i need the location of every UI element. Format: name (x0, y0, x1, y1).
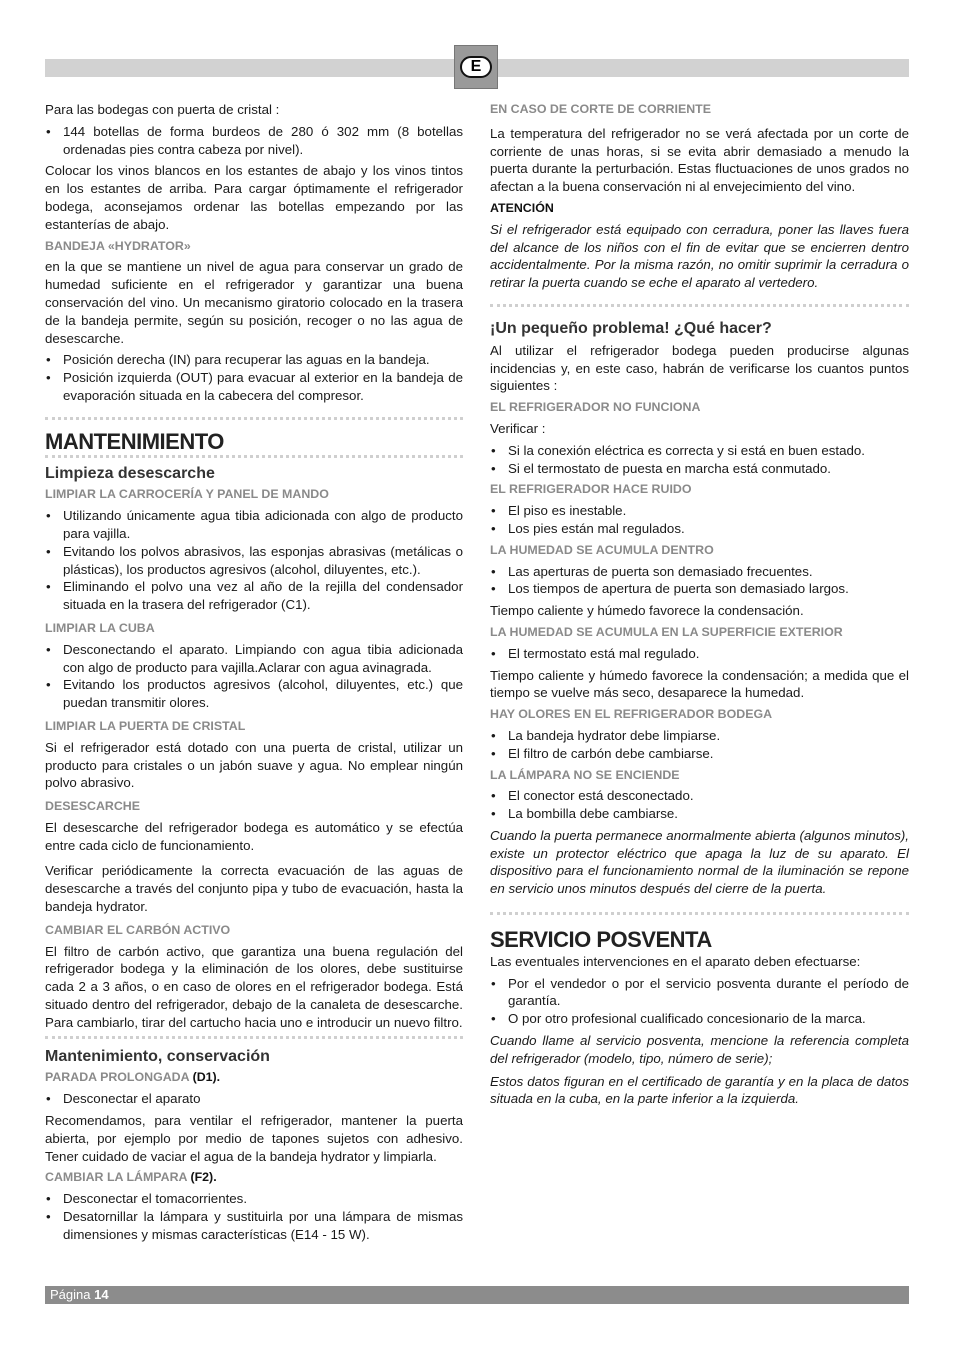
body-cleaning-heading: LIMPIAR LA CARROCERÍA Y PANEL DE MANDO (45, 487, 329, 502)
carbon-heading: CAMBIAR EL CARBÓN ACTIVO (45, 922, 231, 937)
odors-heading: HAY OLORES EN EL REFRIGERADOR BODEGA (490, 707, 773, 722)
service-note-1: Cuando llame al servicio posventa, mencione la referencia completa del refrigerador (modelo, tipo, número de serie); (490, 1033, 909, 1066)
lamp-text: Cuando la puerta permanece anormalmente abierta (algunos minutos), existe un protector eléctrico que apaga la luz de su aparato. El dispositivo para el funcionamiento normal de la iluminación se repone en servicio unos minutos después del cierre de la puerta. (490, 827, 909, 897)
humidity-inside-list (490, 563, 909, 599)
maintenance-heading: MANTENIMIENTO (45, 428, 224, 454)
list-item: • El conector está desconectado. (490, 787, 909, 805)
lamp-list (490, 787, 909, 823)
long-stop-text: Recomendamos, para ventilar el refrigerador, mantener la puerta abierta, por ejemplo por medio de tapones sujetos con adhesivo. Tener cuidado de vaciar el agua de la bandeja hydrator y limpiarla. (45, 1113, 463, 1164)
defrost-text: El desescarche del refrigerador bodega es automático y se efectúa entre cada ciclo de funcionamiento. (45, 819, 463, 853)
humidity-inside-heading: LA HUMEDAD SE ACUMULA DENTRO (490, 542, 714, 557)
warning-heading: ATENCIÓN (490, 200, 554, 215)
hydrator-text: en la que se mantiene un nivel de agua para conservar un grado de humedad suficiente en el refrigerador y garantizar una buena conservación del vino. Un mecanismo giratorio colocado en la trasera de la bandeja permite, según su posición, recoger o no las agua de desescarche. (45, 259, 463, 346)
service-note-2: Estos datos figuran en el certificado de garantía y en la placa de datos situada en la cuba, en la parte inferior a la izquierda. (490, 1073, 909, 1107)
footer-bar (45, 1286, 909, 1304)
defrost-text-2: Verificar periódicamente la correcta evacuación de las aguas de desescarche a través del conjunto pipa y tubo de evacuación, hasta la bandeja hydrator. (45, 863, 463, 915)
intro-text: Para las bodegas con puerta de cristal : (45, 102, 280, 117)
list-item: • Si la conexión eléctrica es correcta y si está en buen estado. (490, 442, 909, 460)
lamp-change-list (45, 1190, 463, 1243)
left-column (45, 101, 463, 1248)
problem-heading: ¡Un pequeño problema! ¿Qué hacer? (490, 319, 772, 337)
tank-cleaning-list (45, 641, 463, 712)
list-item: • Utilizando únicamente agua tibia adicionada con algo de producto para vajilla. (45, 507, 463, 543)
noise-heading: EL REFRIGERADOR HACE RUIDO (490, 482, 692, 497)
long-stop-label: PARADA PROLONGADA (45, 1070, 190, 1085)
power-cut-heading: EN CASO DE CORTE DE CORRIENTE (490, 102, 711, 116)
page-label: Página (50, 1287, 91, 1302)
not-working-list (490, 442, 909, 478)
list-item: • Desconectar el tomacorrientes. (45, 1190, 463, 1208)
long-stop-ref: (D1) (192, 1070, 217, 1085)
list-item: • Desconectar el aparato (45, 1090, 463, 1108)
carbon-text: El filtro de carbón activo, que garantiza una buena regulación del refrigerador bodega y la eliminación de los olores, debe sustituirse cada 2 a 3 años, o en caso de olores en el refrigerador bodega. Está situado dentro del refrigerador, debajo de la canaleta de desescarche. Para cambiarlo, tirar del cartucho hacia uno e introducir un nuevo filtro. (45, 943, 463, 1030)
glass-door-heading: LIMPIAR LA PUERTA DE CRISTAL (45, 718, 246, 733)
language-badge (454, 45, 498, 89)
list-item: • Desatornillar la lámpara y sustituirla por una lámpara de mismas dimensiones y mismas características (E14 - 15 W). (45, 1208, 463, 1244)
right-column (490, 101, 909, 1112)
warning-text: Si el refrigerador está equipado con cerradura, poner las llaves fuera del alcance de los niños con el fin de evitar que se encierren dentro accidentalmente. Por la misma razón, no omitir suprimir la cerradura o retirar la puerta cuando se eche el aparato al vertedero. (490, 221, 909, 291)
list-item: • Si el termostato de puesta en marcha está conmutado. (490, 460, 909, 478)
section-divider (45, 417, 463, 420)
language-label: E (460, 56, 492, 78)
humidity-inside-text: Tiempo caliente y húmedo favorece la condensación. (490, 603, 804, 619)
list-item: • La bandeja hydrator debe limpiarse. (490, 727, 909, 745)
list-item: • 144 botellas de forma burdeos de 280 ó 302 mm (8 botellas ordenadas pies contra cabeza por nivel). (45, 123, 463, 159)
service-heading: SERVICIO POSVENTA (490, 927, 712, 953)
section-divider (45, 455, 463, 458)
list-item: • Los tiempos de apertura de puerta son demasiado largos. (490, 580, 909, 598)
section-divider (490, 912, 909, 915)
body-cleaning-list (45, 507, 463, 614)
hydrator-list (45, 351, 463, 404)
conservation-heading: Mantenimiento, conservación (45, 1047, 270, 1065)
list-item: • La bombilla debe cambiarse. (490, 805, 909, 823)
humidity-outside-text: Tiempo caliente y húmedo favorece la condensación; a medida que el tiempo se vuelve más seco, desaparece la humedad. (490, 667, 909, 701)
list-item: • Evitando los productos agresivos (alcohol, diluyentes, etc.) que puedan transmitir olores. (45, 676, 463, 712)
not-working-text: Verificar : (490, 420, 546, 436)
hydrator-heading: BANDEJA «HYDRATOR» (45, 238, 191, 253)
lamp-change-ref: (F2) (190, 1170, 214, 1185)
long-stop-list (45, 1090, 463, 1108)
list-item: • Desconectando el aparato. Limpiando con agua tibia adicionada con algo de producto para vajilla.Aclarar con agua avinagrada. (45, 641, 463, 677)
list-item: • Posición izquierda (OUT) para evacuar al exterior en la bandeja de evaporación situada en la cabecera del compresor. (45, 369, 463, 405)
intro-list (45, 123, 463, 159)
odors-list (490, 727, 909, 763)
humidity-outside-heading: LA HUMEDAD SE ACUMULA EN LA SUPERFICIE EXTERIOR (490, 624, 843, 639)
section-divider (45, 1036, 463, 1039)
service-text: Las eventuales intervenciones en el aparato deben efectuarse: (490, 953, 861, 969)
list-item: • El termostato está mal regulado. (490, 645, 909, 663)
list-item: • Por el vendedor o por el servicio posventa durante el período de garantía. (490, 975, 909, 1011)
list-item: • El piso es inestable. (490, 502, 909, 520)
lamp-change-heading: CAMBIAR LA LÁMPARA (F2). (45, 1170, 217, 1185)
list-item: • Posición derecha (IN) para recuperar las aguas en la bandeja. (45, 351, 463, 369)
wine-placement-text: Colocar los vinos blancos en los estantes de abajo y los vinos tintos en los estantes de arriba. Para cargar óptimamente el refrigerador bodega, aconsejamos ordenar las botellas empezando por las estanterías de abajo. (45, 163, 463, 232)
list-item: • Los pies están mal regulados. (490, 520, 909, 538)
lamp-change-label: CAMBIAR LA LÁMPARA (45, 1170, 188, 1185)
cleaning-heading: Limpieza desescarche (45, 464, 215, 482)
not-working-heading: EL REFRIGERADOR NO FUNCIONA (490, 400, 701, 415)
noise-list (490, 502, 909, 538)
tank-cleaning-heading: LIMPIAR LA CUBA (45, 620, 155, 635)
section-divider (490, 304, 909, 307)
service-list (490, 975, 909, 1028)
list-item: • Eliminando el polvo una vez al año de la rejilla del condensador situada en la trasera del refrigerador (C1). (45, 578, 463, 614)
humidity-outside-list (490, 645, 909, 663)
list-item: • El filtro de carbón debe cambiarse. (490, 745, 909, 763)
power-cut-text: La temperatura del refrigerador no se verá afectada por un corte de corriente de unas horas, si se evita abrir demasiado a menudo la puerta durante la perturbación. Estas fluctuaciones de unos grados no afectan a la buena conservación ni al envejecimiento del vino. (490, 125, 909, 195)
long-stop-heading: PARADA PROLONGADA (D1). (45, 1070, 221, 1085)
glass-door-text: Si el refrigerador está dotado con una puerta de cristal, utilizar un producto para cristales o un jabón suave y agua. No emplear ningún polvo abrasivo. (45, 739, 463, 791)
defrost-heading: DESESCARCHE (45, 799, 141, 814)
list-item: • Las aperturas de puerta son demasiado frecuentes. (490, 563, 909, 581)
problem-text: Al utilizar el refrigerador bodega pueden producirse algunas incidencias y, en este caso, habrán de verificarse los cuantos puntos siguientes : (490, 342, 909, 394)
page-number: 14 (94, 1287, 109, 1302)
list-item: • Evitando los polvos abrasivos, las esponjas abrasivas (metálicas o plásticas), los productos agresivos (alcohol, diluyentes, etc.). (45, 543, 463, 579)
list-item: • O por otro profesional cualificado concesionario de la marca. (490, 1010, 909, 1028)
lamp-heading: LA LÁMPARA NO SE ENCIENDE (490, 767, 680, 782)
